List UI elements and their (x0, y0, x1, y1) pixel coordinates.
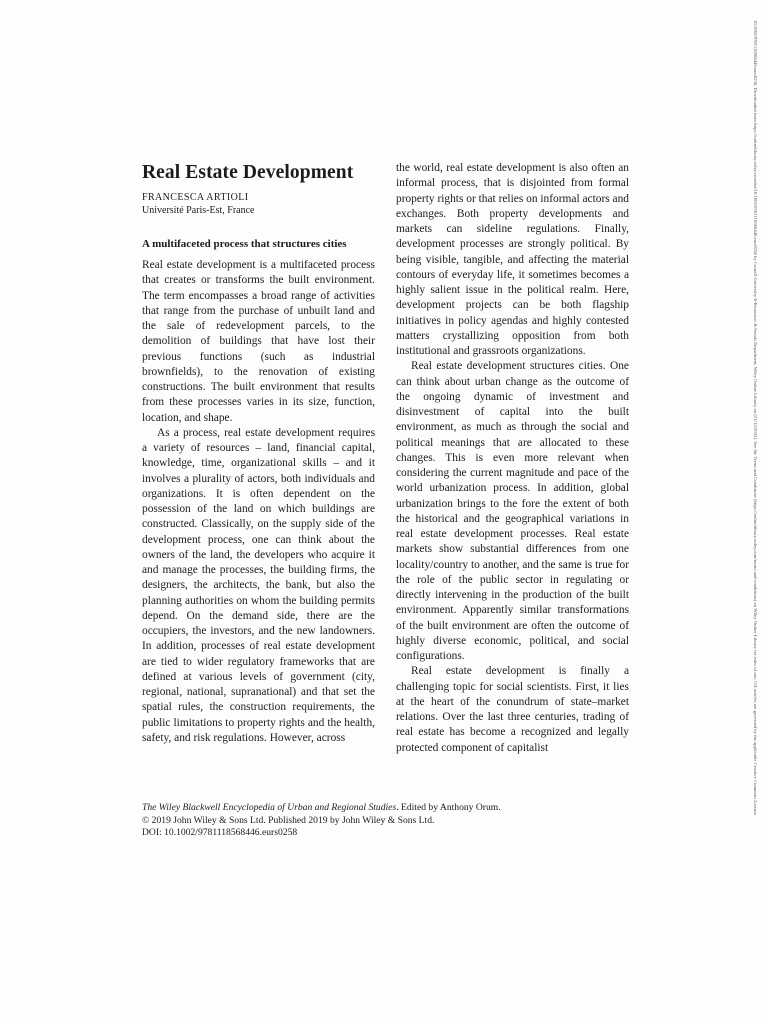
section-heading: A multifaceted process that structures cities (142, 238, 347, 250)
body-paragraph: Real estate development is finally a challenging topic for social scientists. First, it lies at the heart of the conundrum of state–market relations. Over the last three centuries, trading of real estate has become a recognized and legally protected component of capitalist (396, 665, 629, 754)
encyclopedia-title: The Wiley Blackwell Encyclopedia of Urban and Regional Studies (142, 802, 397, 813)
body-paragraph: the world, real estate development is also often an informal process, that is disjointed from formal property rights or that relies on informal actors and exchanges. Both property developments and markets can sideline regulations. Finally, development processes are strongly political. By being visible, tangible, and affecting the material contours of everyday life, it sometimes becomes a highly salient issue in the political realm. Here, development projects can be both flagship initiatives in policy agendas and highly contested matters crystallizing opposition from both institutional and grassroots organizations. (396, 162, 629, 357)
author-name: FRANCESCA ARTIOLI (142, 192, 249, 203)
right-column (396, 161, 629, 756)
citation-footer (142, 802, 629, 840)
left-column (142, 161, 375, 746)
citation-line (142, 802, 629, 815)
body-paragraph: Real estate development structures cities. One can think about urban change as the outcome of the ongoing dynamic of investment and disinvestment of capital into the built environment, as much as through the social and political meanings that are allocated to these changes. This is even more relevant when considering the current magnitude and pace of the world urbanization process. In addition, global urbanization brings to the fore the extent of both the historical and the geographical variations in real estate development processes. Real estate markets show substantial differences from one locality/country to another, and the same is true for the role of the public sector in regulating or directly intervening in the production of the built environment. Apparently similar transformations of the built environment are often the outcome of highly diverse economic, political, and social configurations. (396, 360, 629, 662)
body-paragraph: As a process, real estate development requires a variety of resources – land, financial capital, knowledge, time, organizational skills – and it involves a plurality of actors, both individuals and organizations. It is often dependent on the possession of the land on which buildings are constructed. Classically, on the supply side of the development process, one can think about the owners of the land, the developers who acquire it and manage the processes, the building firms, the designers, the architects, the bank, but also the planning authorities on whom the building permits depend. On the demand side, there are the occupiers, the investors, and the new landowners. In addition, processes of real estate development are tied to wider regulatory frameworks that are defined at various levels of government (city, regional, national, supranational) and that set the spatial rules, the construction requirements, the public limitations to property rights and the health, safety, and risk regulations. However, across (142, 426, 375, 744)
doi-line: DOI: 10.1002/9781118568446.eurs0258 (142, 827, 298, 838)
margin-note-text: 10.1002/9781118568446.eurs0258, Downloaded from https://onlinelibrary.wiley.com/doi/10.1002/9781118568446.eurs0258 by Cornell University E-Resources & Serials Department, Wiley Online Library on [21/12/2022]. See the Terms and Conditions (https://onlinelibrary.wiley.com/terms-and-conditions) on Wiley Online Library for rules of use; OA articles are governed by the applicable Creative Commons License (753, 20, 758, 815)
download-margin-note (748, 20, 762, 1010)
copyright-line: © 2019 John Wiley & Sons Ltd. Published 2019 by John Wiley & Sons Ltd. (142, 814, 435, 826)
editor-credit: . Edited by Anthony Orum. (396, 802, 501, 813)
author-affiliation: Université Paris-Est, France (142, 205, 255, 216)
body-paragraph: Real estate development is a multifaceted process that creates or transforms the built environment. The term encompasses a broad range of activities that range from the purchase of unbuilt land and the sale of redevelopment parcels, to the demolition of buildings that have lost their previous functions (such as industrial brownfields), to the renovation of existing constructions. The built environment that results from these processes varies in its size, function, location, and shape. (142, 259, 375, 424)
article-title: Real Estate Development (142, 162, 354, 183)
